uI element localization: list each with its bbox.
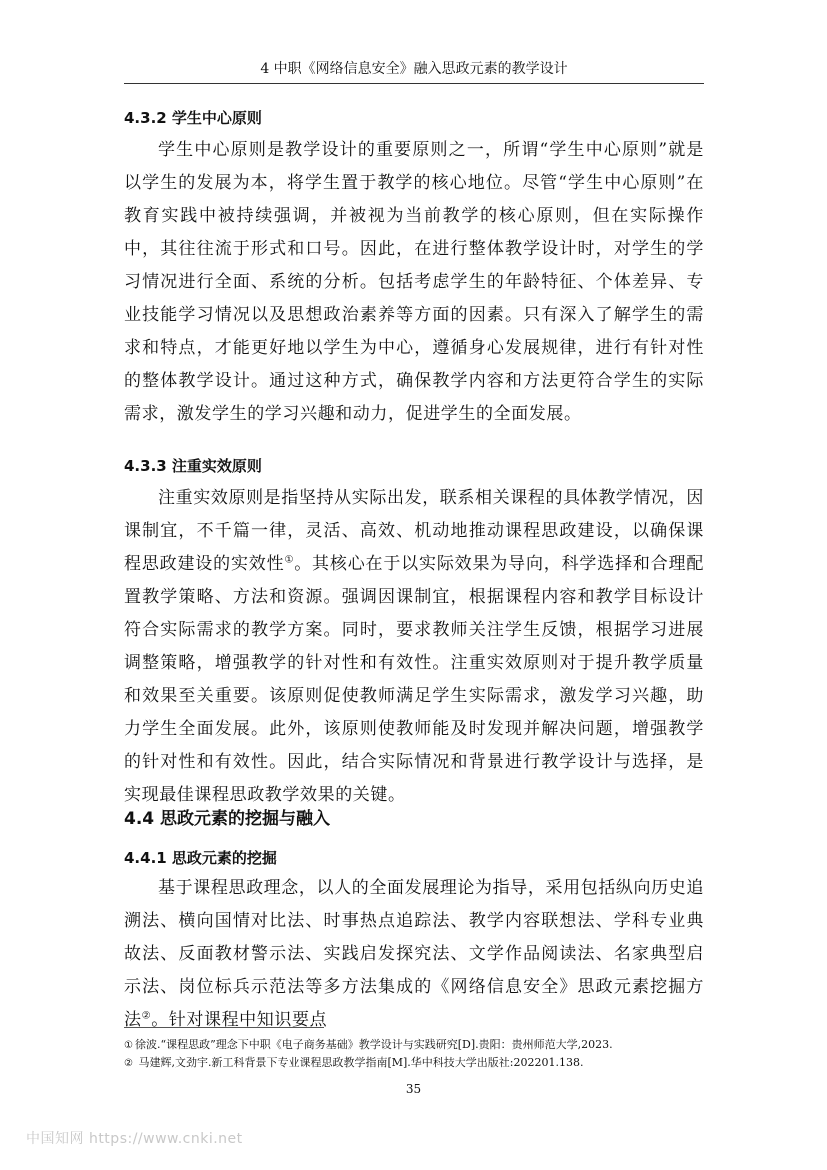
footnote-marker: ② xyxy=(124,1058,133,1069)
paragraph: 学生中心原则是教学设计的重要原则之一，所谓“学生中心原则”就是以学生的发展为本，将学生置于教学的核心地位。尽管“学生中心原则”在教育实践中被持续强调，并被视为当前教学的核心原则，但在实际操作中，其往往流于形式和口号。因此，在进行整体教学设计时，对学生的学习情况进行全面、系统的分析。包括考虑学生的年龄特征、个体差异、专业技能学习情况以及思想政治素养等方面的因素。只有深入了解学生的需求和特点，才能更好地以学生为中心，遵循身心发展规律，进行有针对性的整体教学设计。通过这种方式，确保教学内容和方法更符合学生的实际需求，激发学生的学习兴趣和动力，促进学生的全面发展。 xyxy=(124,140,704,424)
section-heading-4-3-3: 4.3.3 注重实效原则 xyxy=(124,457,262,475)
section-4-4-1-body xyxy=(124,872,704,1037)
paragraph xyxy=(124,872,704,1037)
paragraph xyxy=(124,482,704,812)
footnote-2 xyxy=(124,1056,724,1071)
paragraph-text: 注重实效原则是指坚持从实际出发，联系相关课程的具体教学情况，因课制宜，不千篇一律，灵活、高效、机动地推动课程思政建设，以确保课程思政建设的实效性 xyxy=(124,488,704,574)
footnote-text: 马建辉,文劲宇.新工科背景下专业课程思政教学指南[M].华中科技大学出版社:202201.138. xyxy=(134,1056,584,1069)
page-number: 35 xyxy=(405,1082,422,1096)
footnote-1 xyxy=(124,1038,724,1053)
footnote-text: 徐波.“课程思政”理念下中职《电子商务基础》教学设计与实践研究[D].贵阳：贵州师范大学,2023. xyxy=(134,1038,613,1051)
paragraph-text: 。其核心在于以实际效果为导向，科学选择和合理配置教学策略、方法和资源。强调因课制宜，根据课程内容和教学目标设计符合实际需求的教学方案。同时，要求教师关注学生反馈，根据学习进展调整策略，增强教学的针对性和有效性。注重实效原则对于提升教学质量和效果至关重要。该原则促使教师满足学生实际需求，激发学习兴趣，助力学生全面发展。此外，该原则使教师能及时发现并解决问题，增强教学的针对性和有效性。因此，结合实际情况和背景进行教学设计与选择，是实现最佳课程思政教学效果的关键。 xyxy=(124,554,704,805)
watermark: 中国知网 https://www.cnki.net xyxy=(26,1131,243,1147)
footnote-ref-2[interactable]: ② xyxy=(141,1010,152,1022)
section-heading-4-3-2: 4.3.2 学生中心原则 xyxy=(124,109,262,127)
header-divider xyxy=(124,83,704,84)
paragraph-text: 。针对课程中知识要点 xyxy=(151,1010,328,1030)
footnote-marker: ① xyxy=(124,1040,133,1051)
section-4-3-2-body xyxy=(124,134,704,431)
section-heading-4-4-1: 4.4.1 思政元素的挖掘 xyxy=(124,849,277,867)
section-heading-4-4: 4.4 思政元素的挖掘与融入 xyxy=(124,809,331,829)
section-4-3-3-body xyxy=(124,482,704,812)
footnote-divider xyxy=(124,1027,324,1028)
running-header: 4 中职《网络信息安全》融入思政元素的教学设计 xyxy=(260,61,568,77)
paragraph-text: 基于课程思政理念，以人的全面发展理论为指导，采用包括纵向历史追溯法、横向国情对比法、时事热点追踪法、教学内容联想法、学科专业典故法、反面教材警示法、实践启发探究法、文学作品阅读法、名家典型启示法、岗位标兵示范法等多方法集成的《网络信息安全》思政元素挖掘方法 xyxy=(124,878,704,1030)
footnote-ref-1[interactable]: ① xyxy=(284,554,295,566)
